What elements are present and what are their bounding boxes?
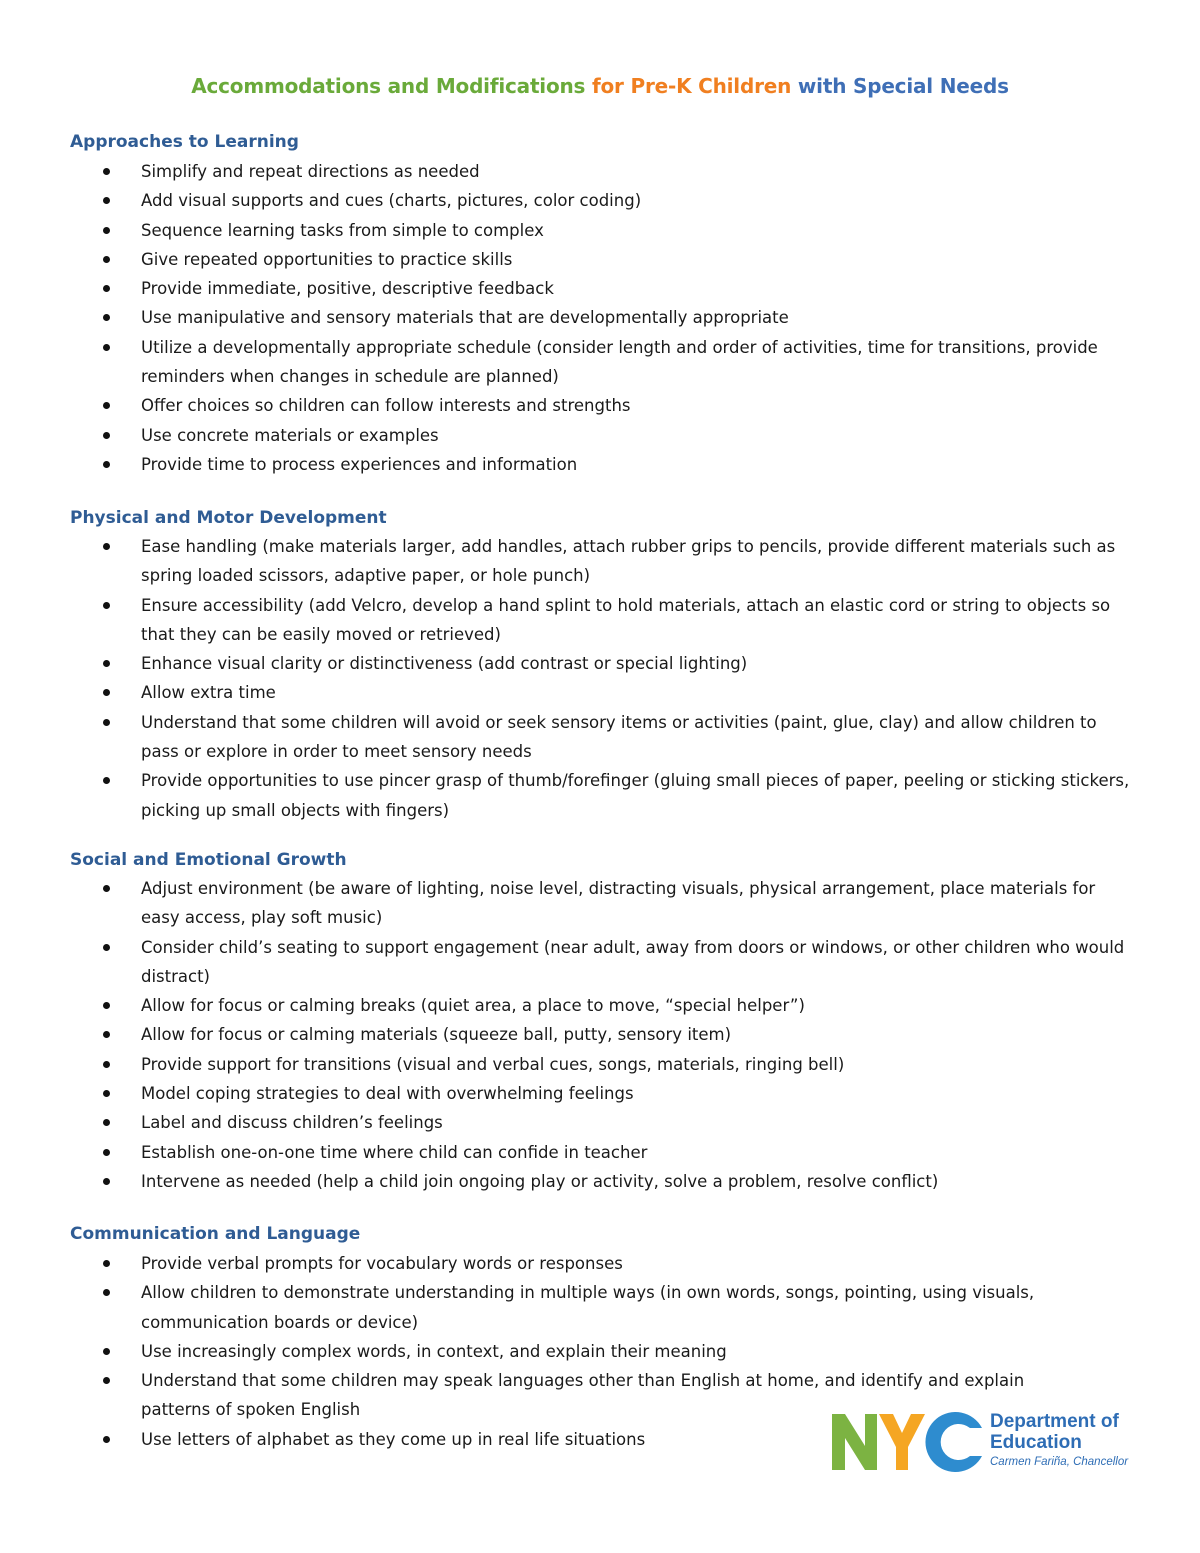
section-heading: Approaches to Learning (70, 132, 299, 152)
list-item: Establish one-on-one time where child can confide in teacher (0, 1138, 1200, 1167)
list-item: Sequence learning tasks from simple to complex (0, 216, 1200, 245)
list-item: Provide verbal prompts for vocabulary words or responses (0, 1249, 1200, 1278)
list-item: Give repeated opportunities to practice skills (0, 245, 1200, 274)
list-item: Utilize a developmentally appropriate schedule (consider length and order of activities, time for transitions, provide reminders when changes in schedule are planned) (0, 333, 1200, 392)
bullet-icon (103, 1178, 110, 1185)
section-heading: Communication and Language (70, 1224, 361, 1244)
bullet-icon (103, 689, 110, 696)
bullet-icon (103, 1436, 110, 1443)
bullet-icon (103, 1377, 110, 1384)
bullet-icon (103, 314, 110, 321)
bullet-icon (103, 777, 110, 784)
list-item: Understand that some children will avoid or seek sensory items or activities (paint, glue, clay) and allow children to pass or explore in order to meet sensory needs (0, 708, 1200, 767)
list-item: Ease handling (make materials larger, add handles, attach rubber grips to pencils, provide different materials such as spring loaded scissors, adaptive paper, or hole punch) (0, 532, 1200, 591)
section-heading: Physical and Motor Development (70, 508, 387, 528)
bullet-icon (103, 1260, 110, 1267)
bullet-icon (103, 1119, 110, 1126)
page-title (0, 74, 1200, 98)
list-item: Enhance visual clarity or distinctiveness (add contrast or special lighting) (0, 649, 1200, 678)
bullet-icon (103, 344, 110, 351)
title-part-1: Accommodations and Modifications (191, 74, 586, 98)
bullet-icon (103, 602, 110, 609)
nyc-logo-mark-icon (832, 1410, 984, 1474)
logo-chancellor-text: Carmen Fariña, Chancellor (990, 1456, 1129, 1468)
list-item: Allow for focus or calming materials (squeeze ball, putty, sensory item) (0, 1020, 1200, 1049)
list-item: Provide support for transitions (visual and verbal cues, songs, materials, ringing bell) (0, 1050, 1200, 1079)
list-item: Use letters of alphabet as they come up in real life situations (0, 1425, 1200, 1454)
bullet-icon (103, 168, 110, 175)
list-item: Intervene as needed (help a child join ongoing play or activity, solve a problem, resolve conflict) (0, 1167, 1200, 1196)
list-item: Allow children to demonstrate understanding in multiple ways (in own words, songs, pointing, using visuals, communication boards or device) (0, 1278, 1200, 1337)
logo-department-text: Department of Education (990, 1411, 1119, 1453)
list-item: Use concrete materials or examples (0, 421, 1200, 450)
list-item: Use manipulative and sensory materials that are developmentally appropriate (0, 303, 1200, 332)
bullet-icon (103, 402, 110, 409)
bullet-icon (103, 432, 110, 439)
list-item: Provide immediate, positive, descriptive feedback (0, 274, 1200, 303)
bullet-icon (103, 885, 110, 892)
list-item: Allow for focus or calming breaks (quiet area, a place to move, “special helper”) (0, 991, 1200, 1020)
list-item: Model coping strategies to deal with overwhelming feelings (0, 1079, 1200, 1108)
section-heading: Social and Emotional Growth (70, 850, 347, 870)
list-item: Provide opportunities to use pincer grasp of thumb/forefinger (gluing small pieces of paper, peeling or sticking stickers, picking up small objects with fingers) (0, 766, 1200, 825)
list-item: Understand that some children may speak languages other than English at home, and identify and explain patterns of spoken English (0, 1366, 1200, 1425)
list-item: Simplify and repeat directions as needed (0, 157, 1200, 186)
bullet-icon (103, 1149, 110, 1156)
list-item: Ensure accessibility (add Velcro, develop a hand splint to hold materials, attach an elastic cord or string to objects so that they can be easily moved or retrieved) (0, 591, 1200, 650)
list-item: Add visual supports and cues (charts, pictures, color coding) (0, 186, 1200, 215)
title-part-3: with Special Needs (797, 74, 1009, 98)
bullet-icon (103, 256, 110, 263)
list-item: Provide time to process experiences and information (0, 450, 1200, 479)
bullet-icon (103, 719, 110, 726)
title-part-2: for Pre-K Children (592, 74, 792, 98)
bullet-icon (103, 543, 110, 550)
list-item: Use increasingly complex words, in context, and explain their meaning (0, 1337, 1200, 1366)
bullet-list (0, 874, 1200, 1196)
bullet-icon (103, 1289, 110, 1296)
bullet-list (0, 532, 1200, 825)
bullet-list (0, 157, 1200, 479)
list-item: Allow extra time (0, 678, 1200, 707)
bullet-icon (103, 197, 110, 204)
bullet-icon (103, 1090, 110, 1097)
list-item: Label and discuss children’s feelings (0, 1108, 1200, 1137)
bullet-icon (103, 660, 110, 667)
bullet-icon (103, 1348, 110, 1355)
bullet-icon (103, 227, 110, 234)
list-item: Consider child’s seating to support engagement (near adult, away from doors or windows, or other children who would distract) (0, 933, 1200, 992)
list-item: Offer choices so children can follow interests and strengths (0, 391, 1200, 420)
bullet-icon (103, 1002, 110, 1009)
bullet-icon (103, 1031, 110, 1038)
bullet-icon (103, 285, 110, 292)
bullet-icon (103, 1061, 110, 1068)
nyc-doe-logo (832, 1410, 1132, 1474)
bullet-icon (103, 461, 110, 468)
bullet-icon (103, 944, 110, 951)
list-item: Adjust environment (be aware of lighting, noise level, distracting visuals, physical arrangement, place materials for easy access, play soft music) (0, 874, 1200, 933)
